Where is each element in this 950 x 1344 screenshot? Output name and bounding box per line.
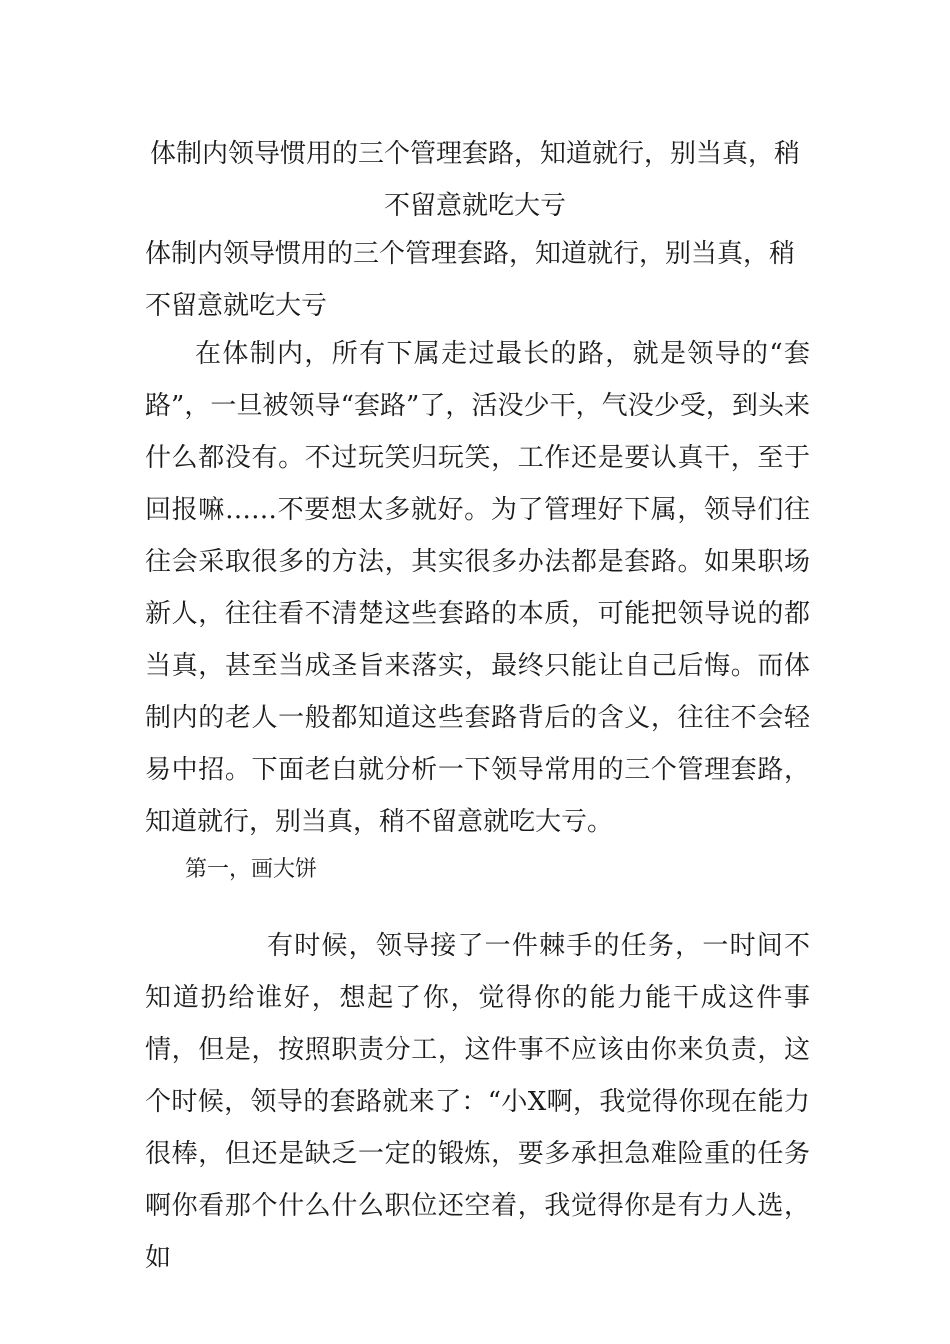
document-subtitle: 体制内领导惯用的三个管理套路，知道就行，别当真，稍不留意就吃大亏 — [145, 239, 796, 321]
section-heading: 第一，画大饼 — [185, 857, 318, 882]
section-paragraph: 有时候，领导接了一件棘手的任务，一时间不知道扔给谁好，想起了你，觉得你的能力能干成这件事情，但是，按照职责分工，这件事不应该由你来负责，这个时候，领导的套路就来了：“小X啊，我觉得你现在能力很棒，但还是缺乏一定的锻炼，要多承担急难险重的任务啊你看那个什么什么职位还空着，我觉得你是有力人选，如 — [145, 931, 810, 1273]
document-title: 体制内领导惯用的三个管理套路，知道就行，别当真，稍不留意就吃大亏 — [149, 139, 800, 221]
intro-paragraph: 在体制内，所有下属走过最长的路，就是领导的“套路”，一旦被领导“套路”了，活没少干，气没少受，到头来什么都没有。不过玩笑归玩笑，工作还是要认真干，至于回报嘛……不要想太多就好。为了管理好下属，领导们往往会采取很多的方法，其实很多办法都是套路。如果职场新人，往往看不清楚这些套路的本质，可能把领导说的都当真，甚至当成圣旨来落实，最终只能让自己后悔。而体制内的老人一般都知道这些套路背后的含义，往往不会轻易中招。下面老白就分析一下领导常用的三个管理套路，知道就行，别当真，稍不留意就吃大亏。 — [145, 339, 810, 837]
